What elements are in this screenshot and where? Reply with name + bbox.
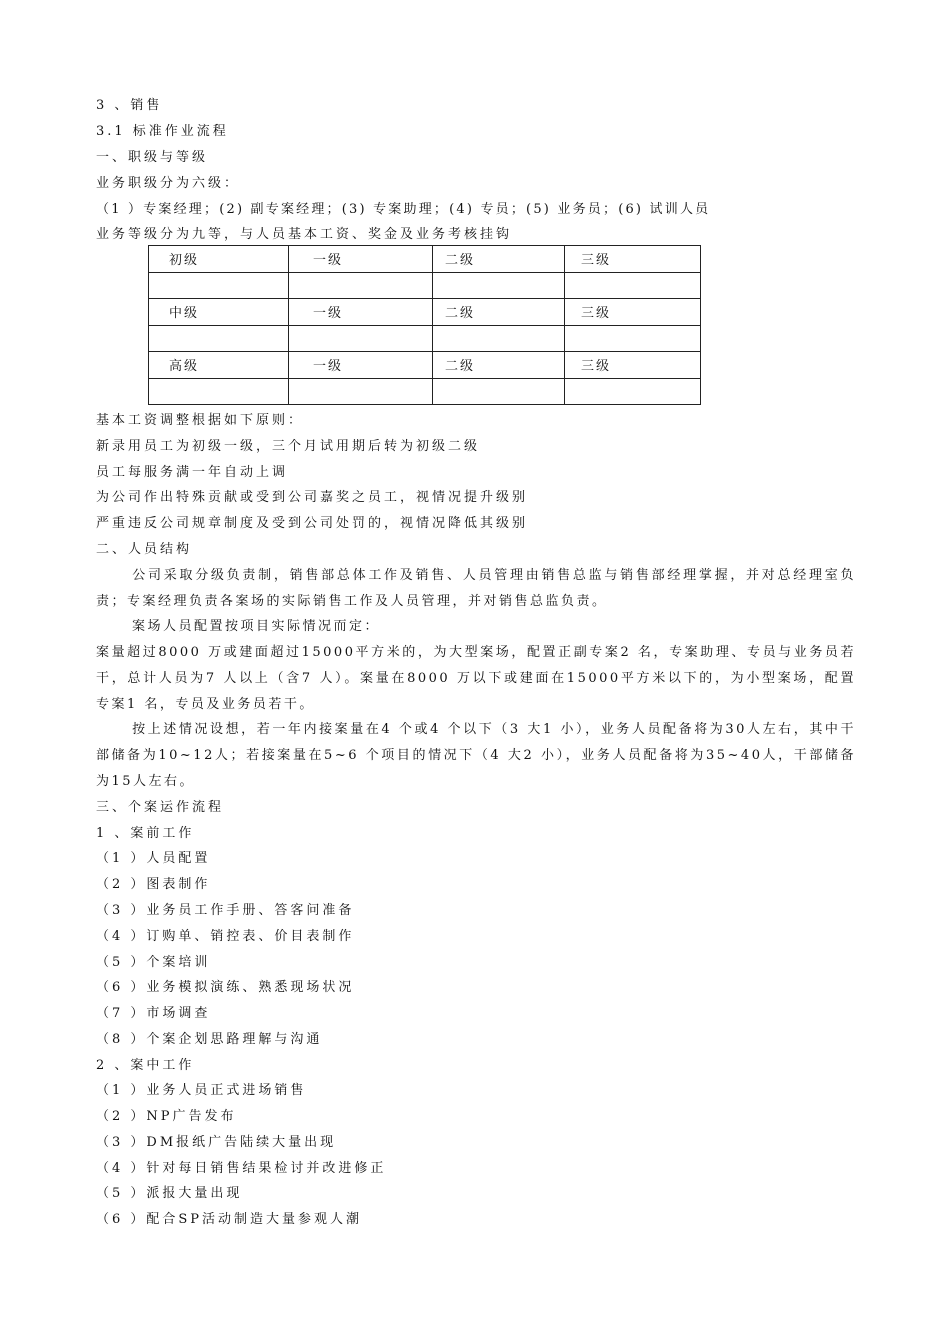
heading-sop: 3.1 标准作业流程 (96, 124, 229, 139)
table-row (149, 299, 701, 326)
salary-rule: 员工每服务满一年自动上调 (96, 465, 289, 480)
list-item: （2 ）图表制作 (96, 877, 211, 892)
table-cell (149, 325, 289, 352)
list-item: （6 ）配合SP活动制造大量参观人潮 (96, 1212, 363, 1227)
list-item: （8 ）个案企划思路理解与沟通 (96, 1032, 323, 1047)
table-cell: 三级 (565, 299, 701, 326)
table-cell: 中级 (149, 299, 289, 326)
table-cell: 初级 (149, 246, 289, 273)
salary-rule: 新录用员工为初级一级，三个月试用期后转为初级二级 (96, 439, 481, 454)
list-item: （5 ）个案培训 (96, 955, 211, 970)
structure-paragraph-4 (96, 717, 856, 794)
salary-rules-intro: 基本工资调整根据如下原则： (96, 413, 305, 428)
table-cell (289, 325, 433, 352)
table-row (149, 352, 701, 379)
table-cell (433, 272, 565, 299)
structure-paragraph-3: 案量超过8000 万或建面超过15000平方米的，为大型案场，配置正副专案2 名，专案助理、专员与业务员若干，总计人员为7 人以上（含7 人）。案量在8000 万以下或建面在15000平方米以下的，为小型案场，配置专案1 名，专员及业务员若干。 (96, 645, 856, 712)
table-row (149, 378, 701, 405)
list-item: （3 ）业务员工作手册、答客问准备 (96, 903, 355, 918)
table-row (149, 325, 701, 352)
table-cell (289, 378, 433, 405)
table-cell: 一级 (289, 246, 433, 273)
list-item: （7 ）市场调查 (96, 1006, 211, 1021)
list-item: （4 ）针对每日销售结果检讨并改进修正 (96, 1161, 387, 1176)
table-cell: 三级 (565, 352, 701, 379)
list-item: （1 ）业务人员正式进场销售 (96, 1083, 307, 1098)
table-cell (289, 272, 433, 299)
table-cell (565, 272, 701, 299)
table-cell: 一级 (289, 352, 433, 379)
table-cell (149, 272, 289, 299)
structure-paragraph-4-text: 按上述情况设想，若一年内接案量在4 个或4 个以下（3 大1 小），业务人员配备将为30人左右，其中干部储备为10~12人；若接案量在5~6 个项目的情况下（4 大2 小），业务人员配备将为35~40人，干部储备为15人左右。 (96, 722, 856, 789)
heading-sales: 3 、销售 (96, 98, 163, 113)
section2-title: 二、人员结构 (96, 542, 193, 557)
structure-paragraph-2-text: 案场人员配置按项目实际情况而定： (132, 619, 381, 634)
pre-case-title: 1 、案前工作 (96, 826, 195, 841)
job-rank-list: （1 ）专案经理；(2) 副专案经理；(3) 专案助理；(4) 专员；(5) 业务员；(6) 试训人员 (96, 202, 711, 217)
section1-title: 一、职级与等级 (96, 150, 209, 165)
table-cell (433, 325, 565, 352)
list-item: （1 ）人员配置 (96, 851, 211, 866)
table-cell (433, 378, 565, 405)
job-rank-intro: 业务职级分为六级： (96, 176, 241, 191)
table-cell (565, 378, 701, 405)
salary-rule: 为公司作出特殊贡献或受到公司嘉奖之员工，视情况提升级别 (96, 490, 529, 505)
list-item: （2 ）NP广告发布 (96, 1109, 237, 1124)
list-item: （6 ）业务模拟演练、熟悉现场状况 (96, 980, 355, 995)
table-row (149, 272, 701, 299)
list-item: （5 ）派报大量出现 (96, 1186, 243, 1201)
salary-rule: 严重违反公司规章制度及受到公司处罚的，视情况降低其级别 (96, 516, 529, 531)
table-cell: 二级 (433, 246, 565, 273)
list-item: （3 ）DM报纸广告陆续大量出现 (96, 1135, 337, 1150)
table-cell: 高级 (149, 352, 289, 379)
table-cell: 二级 (433, 352, 565, 379)
table-cell: 三级 (565, 246, 701, 273)
table-row (149, 246, 701, 273)
structure-paragraph-1-text: 公司采取分级负责制，销售部总体工作及销售、人员管理由销售总监与销售部经理掌握，并对总经理室负责；专案经理负责各案场的实际销售工作及人员管理，并对销售总监负责。 (96, 568, 856, 609)
list-item: （4 ）订购单、销控表、价目表制作 (96, 929, 355, 944)
section3-title: 三、个案运作流程 (96, 800, 225, 815)
in-case-title: 2 、案中工作 (96, 1058, 195, 1073)
table-cell (565, 325, 701, 352)
table-cell: 二级 (433, 299, 565, 326)
grade-table (148, 245, 701, 405)
structure-paragraph-1 (96, 563, 856, 615)
table-cell (149, 378, 289, 405)
table-cell: 一级 (289, 299, 433, 326)
structure-paragraph-2 (96, 614, 856, 640)
grade-intro: 业务等级分为九等，与人员基本工资、奖金及业务考核挂钩 (96, 227, 513, 242)
